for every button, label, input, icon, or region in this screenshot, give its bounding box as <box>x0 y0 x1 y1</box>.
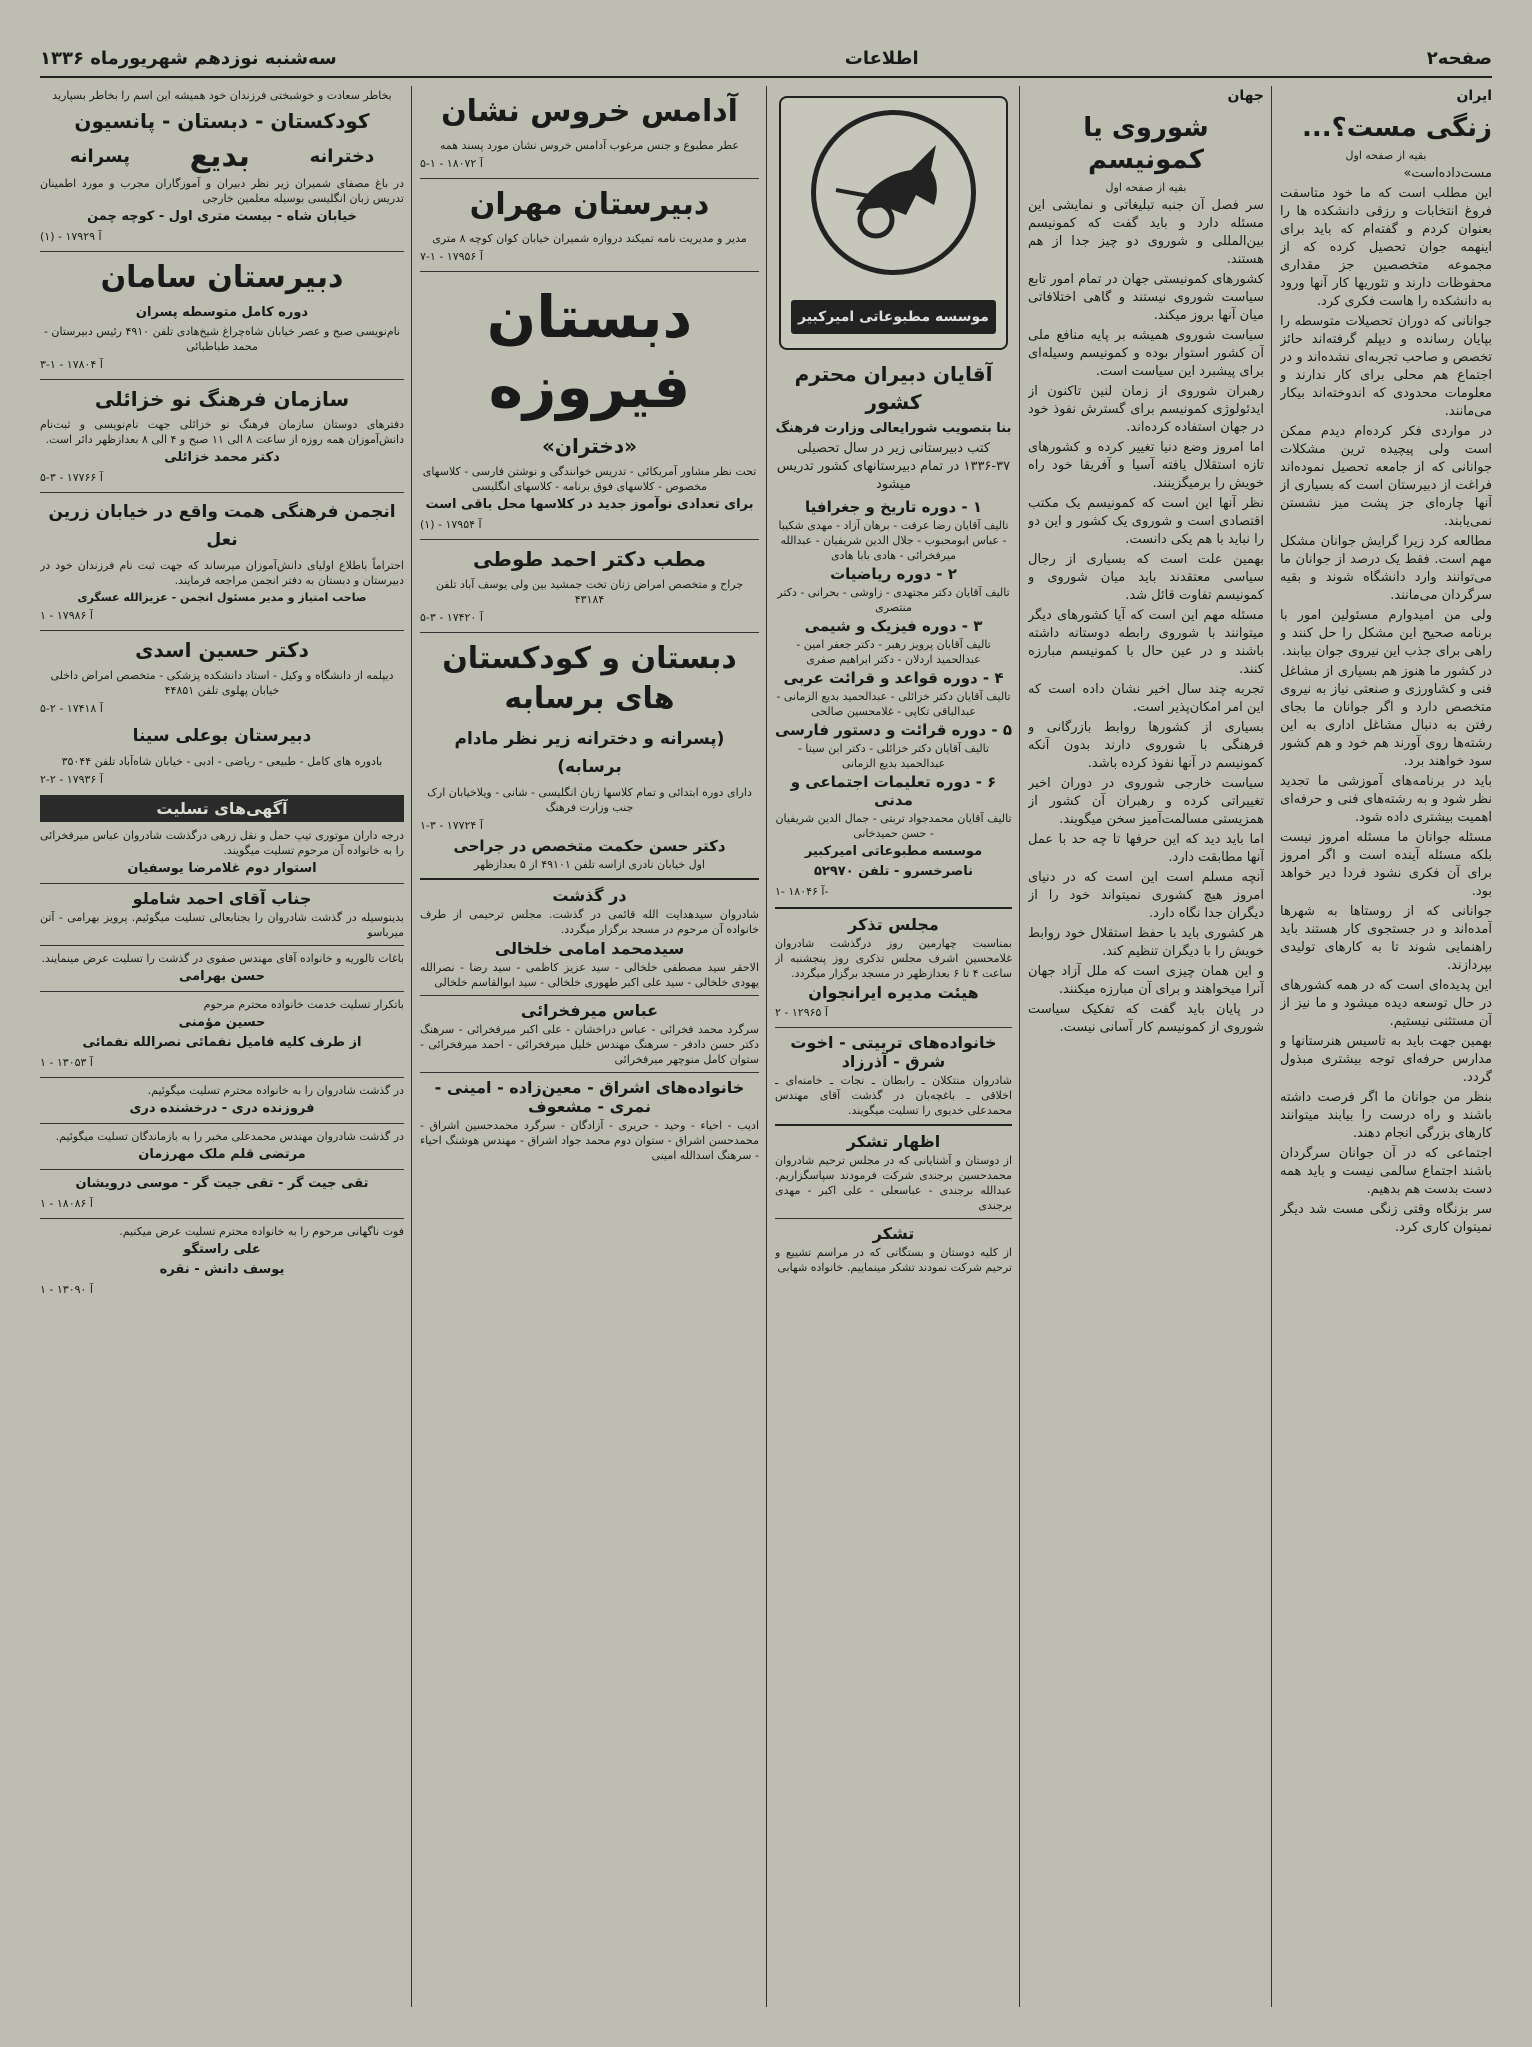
ad-title: انجمن فرهنگی همت واقع در خیابان زرین نعل <box>48 502 396 550</box>
ad-title: دبیرستان سامان <box>100 260 344 295</box>
article-paragraph: جوانانی که از روستاها به شهرها آمده‌اند و در جستجوی کار هستند باید راهنمایی شوند تا به کارهای تولیدی بپردازند. <box>1280 904 1492 973</box>
notice-title: فروزنده دری - درخشنده دری <box>129 1101 315 1116</box>
book-authors: تالیف آقایان رضا عرفت - برهان آزاد - مهدی شکیبا - عباس ابومحبوب - جلال الدین شریفیان - عبدالله میرفخرائی - هادی بابا هادی <box>778 519 1009 562</box>
publisher-name: موسسه مطبوعاتی امیرکبیر <box>804 844 983 859</box>
column-world <box>1028 86 1264 2007</box>
notice-text: ادیب - احیاء - وحید - حریری - آزادگان - سرگرد محمدحسین اشراق - محمدحسن اشراق - ستوان دوم محمد جواد اشراق - مهندس هوشنگ احیاء - سرهنگ اسدالله امینی <box>420 1119 759 1162</box>
ad-address: خیابان شاه - بیست متری اول - کوچه چمن <box>87 209 357 224</box>
divider <box>420 539 759 540</box>
notice-text: آ ۱۳۰۵۳ - ۱ <box>40 1056 93 1069</box>
ad-intro: بخاطر سعادت و خوشبختی فرزندان خود همیشه این اسم را بخاطر بسپارید <box>52 89 392 102</box>
article-paragraph: مست‌داده‌است» <box>1403 166 1492 181</box>
divider <box>40 1169 404 1170</box>
book-authors: تالیف آقایان دکتر خزائلی - عبدالحمید بدیع الزمانی - عبدالباقی تکاپی - غلامحسین صالحی <box>776 690 1011 718</box>
ad-ref: آ ۱۷۴۱۸ - ۲-۵ <box>40 702 103 715</box>
ad-signature: دکتر محمد خزائلی <box>164 450 280 465</box>
divider <box>40 251 404 252</box>
ad-ref: آ ۱۷۷۶۶ - ۳-۵ <box>40 471 103 484</box>
article-paragraph: بسیاری از کشورها روابط بازرگانی و فرهنگی با شوروی دارند بدون آنکه کمونیسم در آنها نفوذ کرده باشد. <box>1028 720 1264 771</box>
ad-label: پسرانه <box>69 146 130 167</box>
article-paragraph: ولی من امیدوارم مسئولین امور با برنامه صحیح این مشکل را حل کنند و راهی برای جذب این نیروی جوان بیابند. <box>1280 608 1492 659</box>
ad-text: تحت نظر مشاور آمریکائی - تدریس خوانندگی و نوشتن فارسی - کلاسهای مخصوص - کلاسهای فوق برنامه - کلاسهای انگلیسی <box>422 465 757 493</box>
publisher-address: ناصرخسرو - تلفن ۵۲۹۷۰ <box>813 864 974 879</box>
newspaper-name: اطلاعات <box>844 47 919 69</box>
notice-text: شادروان سیدهدایت الله قائمی در گذشت. مجلس ترحیمی از طرف خانواده آن مرحوم در مسجد برگزار میگردد. <box>420 908 759 936</box>
article-paragraph: مسئله مهم این است که آیا کشورهای دیگر میتوانند با شوروی رابطه دوستانه داشته باشند و در عین حال با کمونیسم مبارزه کنند. <box>1028 608 1264 677</box>
ad-subtitle: بنا بتصویب شورایعالی وزارت فرهنگ <box>775 421 1012 436</box>
divider <box>40 379 404 380</box>
ad-ref: آ ۱۷۹۲۹ - (۱) <box>40 230 102 243</box>
ad-text: دارای دوره ابتدائی و تمام کلاسها زبان انگلیسی - شانی - ویلاخیابان ارک جنب وزارت فرهنگ <box>427 786 752 814</box>
article-paragraph: جوانانی که دوران تحصیلات متوسطه را بپایان رسانده و دیپلم گرفته‌اند حائز تخصص و صاحب تجربه‌ای نشده‌اند و در اجتماع هم محلی برای کار ندارند و معلومات محدودی که اندوخته‌اند بیکار می‌مانند. <box>1280 314 1492 419</box>
page-number: صفحه۲ <box>1426 47 1492 69</box>
column-rule <box>766 86 767 2007</box>
divider <box>775 1124 1012 1126</box>
divider <box>775 907 1012 909</box>
article-paragraph: کشورهای کمونیستی جهان در تمام امور تابع سیاست شوروی نیستند و گاهی اختلافاتی میان آنها بروز میکند. <box>1028 272 1264 323</box>
ad-title: مطب دکتر احمد طوطی <box>472 547 707 571</box>
notice-text: آ ۱۲۹۶۵ - ۲ <box>775 1006 828 1019</box>
article-paragraph: بنظر من جوانان ما اگر فرصت داشته باشند و راه درست را بیابند میتوانند کارهای بزرگی انجام دهند. <box>1280 1090 1492 1141</box>
ad-title: آدامس خروس نشان <box>441 94 738 129</box>
divider <box>40 991 404 992</box>
ad-ref: آ ۱۷۸۰۴ - ۱-۳ <box>40 358 103 371</box>
divider <box>40 630 404 631</box>
divider <box>420 995 759 996</box>
column-rule <box>1271 86 1272 2007</box>
ad-ref: آ ۱۷۹۳۶ - ۲-۲ <box>40 773 103 786</box>
ad-text: عطر مطبوع و جنس مرغوب آدامس خروس نشان مورد پسند همه <box>440 139 739 152</box>
divider <box>775 1218 1012 1219</box>
article-paragraph: سیاست خارجی شوروی در دوران اخیر تغییراتی کرده و رهبران آن کشور از همزیستی مسالمت‌آمیز سخن میگویند. <box>1028 776 1264 827</box>
divider <box>420 632 759 633</box>
book-title: ۶ - دوره تعلیمات اجتماعی و مدنی <box>790 773 997 809</box>
notice-title: سیدمحمد امامی خلخالی <box>494 939 685 958</box>
condolence-banner: آگهی‌های تسلیت <box>40 795 404 822</box>
article-paragraph: سر بزنگاه وقتی زنگی مست شد دیگر نمیتوان کاری کرد. <box>1280 1202 1492 1235</box>
ad-intro: کتب دبیرستانی زیر در سال تحصیلی ۳۷-۱۳۳۶ در تمام دبیرستانهای کشور تدریس میشود <box>776 441 1011 492</box>
publisher-logo <box>779 96 1008 350</box>
divider <box>775 1027 1012 1028</box>
book-authors: تالیف آقایان محمدجواد تربتی - جمال الدین شریفیان - حسن حمیدخانی <box>775 812 1012 840</box>
book-authors: تالیف آقایان دکتر خزائلی - دکتر ابن سینا - عبدالحمید بدیع الزمانی <box>797 742 990 770</box>
notice-title: یوسف دانش - نقره <box>159 1262 285 1277</box>
ad-ref: آ ۱۷۹۵۶ - ۱-۷ <box>420 250 483 263</box>
ad-text: مدیر و مدیریت نامه تمیکند دروازه شمیران خیابان کوان کوچه ۸ متری <box>432 232 747 245</box>
article-paragraph: در کشور ما هنوز هم بسیاری از مشاغل فنی و کشاورزی و صنعتی نیاز به نیروی متخصص دارد و اگر جوانان ما بجای رفتن به دنبال مشاغل اداری به این رشته‌ها روی آورند هم خود و هم کشور سود خواهند برد. <box>1280 664 1492 769</box>
notice-title: از طرف کلیه فامیل نفمائی نصرالله نفمائی <box>82 1035 362 1050</box>
article-title: شوروی یا کمونیسم <box>1083 113 1209 175</box>
logo-caption: موسسه مطبوعاتی امیرکبیر <box>791 300 996 334</box>
article-paragraph: تجربه چند سال اخیر نشان داده است که این امر امکان‌پذیر است. <box>1028 682 1264 715</box>
notice-text: از کلیه دوستان و بستگانی که در مراسم تشییع و ترحیم شرکت نمودند تشکر مینماییم. خانواده شهابی <box>775 1246 1012 1274</box>
article-paragraph: بهمین علت است که بسیاری از رجال سیاسی معتقدند باید میان شوروی و کمونیسم تفاوت قائل شد. <box>1028 552 1264 603</box>
ad-text: جراح و متخصص امراض زنان تخت جمشید بین ولی یوسف آباد تلفن ۴۳۱۸۴ <box>435 578 744 606</box>
notice-title: اظهار تشکر <box>846 1132 941 1151</box>
ad-name: بدیع <box>189 139 250 174</box>
ad-title: دکتر حسن حکمت متخصص در جراحی <box>453 837 726 855</box>
notice-title: تشکر <box>872 1224 915 1243</box>
ad-text: دفترهای دوستان سازمان فرهنگ نو خزائلی جهت نام‌نویسی و ثبت‌نام دانش‌آموزان همه روزه از ساعت ۸ الی ۱۱ صبح و ۴ الی ۸ بعدازظهر دائر است. <box>40 418 404 446</box>
ad-label: دخترانه <box>309 146 375 167</box>
notice-text: شادروان منتکلان ـ رابطان ـ نجات ـ خامنه‌ای ـ اخلاقی ـ باغچه‌بان در گذشت آقای مهندس محمدعلی خدیوی را تسلیت میگویند. <box>775 1074 1012 1117</box>
section-label: ایران <box>1456 88 1492 104</box>
continued-label: بقیه از صفحه اول <box>1345 149 1427 162</box>
ad-title: دبستان و کودکستان های برسابه <box>442 641 737 716</box>
notice-text: آ ۱۳۰۹۰ - ۱ <box>40 1283 93 1296</box>
article-paragraph: هر کشوری باید با حفظ استقلال خود روابط خویش را با دیگران تنظیم کند. <box>1028 926 1264 959</box>
ad-ref: آ ۱۷۷۲۴ - ۳-۱ <box>420 819 483 832</box>
ad-text: در باغ مصفای شمیران زیر نظر دبیران و آموزگاران مجرب و مورد اطمینان تدریس زبان انگلیسی بوسیله معلمین خارجی <box>40 177 404 205</box>
notice-title: جناب آقای احمد شاملو <box>132 889 312 908</box>
article-paragraph: نظر آنها این است که کمونیسم یک مکتب اقتصادی است و شوروی یک کشور و این دو را نباید با هم یکی دانست. <box>1028 496 1264 547</box>
article-paragraph: سیاست شوروی همیشه بر پایه منافع ملی آن کشور استوار بوده و کمونیسم وسیله‌ای برای پیشبرد این سیاست است. <box>1028 328 1264 379</box>
book-title: ۴ - دوره قواعد و قرائت عربی <box>783 669 1004 687</box>
notice-title: خانواده‌های اشراق - معین‌زاده - امینی - نمری - مشعوف <box>434 1078 745 1116</box>
divider <box>40 883 404 884</box>
column-rule <box>1019 86 1020 2007</box>
article-paragraph: بهمین جهت باید به تاسیس هنرستانها و مدارس حرفه‌ای توجه بیشتری مبذول گردد. <box>1280 1034 1492 1085</box>
notice-text: بمناسبت چهارمین روز درگذشت شادروان غلامحسین اشرف مجلس تذکری روز پنجشنبه از ساعت ۴ تا ۶ بعدازظهر در مسجد برگزار میگردد. <box>775 937 1012 980</box>
divider <box>40 492 404 493</box>
section-label: جهان <box>1227 88 1264 104</box>
notice-title: حسین مؤمنی <box>178 1015 266 1030</box>
notice-text: باغات تالوریه و خانواده آقای مهندس صفوی در گذشت را تسلیت عرض مینمایند. <box>41 952 404 965</box>
article-paragraph: این مطلب است که ما خود متاسفت فروغ انتخابات و رزقی دانشکده‌ ها را بعنوان کردم و گفته‌ام که باید برای اینهمه جوان تحصیل کرده‌ که از مجموعه متخصصین جز مقداری محفوظات دارند و تئوریها کار آنها ورود به دانشکده را هاست فکری کرد. <box>1280 186 1492 309</box>
ad-ref: آ ۱۷۹۸۶ - ۱ <box>40 609 93 622</box>
article-paragraph: سر فصل آن جنبه تبلیغاتی و نمایشی این مسئله دارد و باید گفت که کمونیسم بین‌المللی و شوروی دو چیز جدا از هم هستند. <box>1028 198 1264 267</box>
issue-date: سه‌شنبه نوزدهم شهریورماه ۱۳۳۶ <box>40 47 337 69</box>
article-paragraph: این پدیده‌ای است که در همه کشورهای در حال توسعه دیده میشود و ما نیز از آن مستثنی نیستیم. <box>1280 978 1492 1029</box>
notice-text: فوت ناگهانی مرحوم را به خانواده محترم تسلیت عرض میکنیم. <box>119 1225 404 1238</box>
article-paragraph: مسئله جوانان ما مسئله امروز نیست بلکه مسئله آینده است و اگر امروز برای آن فکری نشود فردا دیر خواهد بود. <box>1280 830 1492 899</box>
article-paragraph: اما باید دید که این حرفها تا چه حد با عمل آنها مطابقت دارد. <box>1028 832 1264 865</box>
book-title: ۲ - دوره ریاضیات <box>830 565 957 583</box>
column-iran <box>1280 86 1492 2007</box>
divider <box>40 1218 404 1219</box>
divider <box>420 878 759 880</box>
ad-signature: صاحب امتیاز و مدیر مسئول انجمن - عزیزالله عسگری <box>77 591 367 604</box>
notice-text: درجه داران موتوری تیپ حمل و نقل زرهی درگذشت شادروان عباس میرفخرائی را به خانواده آن مرحوم تسلیت میگویند. <box>40 829 404 857</box>
book-authors: تالیف آقایان دکتر مجتهدی - زاوشی - بحرانی - دکتر منتصری <box>777 586 1010 614</box>
notice-title: در گذشت <box>552 886 627 905</box>
column-rule <box>411 86 412 2007</box>
article-paragraph: آنچه مسلم است این است که در دنیای امروز هیچ کشوری نمیتواند خود را از دیگران جدا نگاه دارد. <box>1028 870 1264 921</box>
book-authors: تالیف آقایان پرویز رهبر - دکتر جعفر امین - عبدالحمید اردلان - دکتر ابراهیم صفری <box>796 638 991 666</box>
divider <box>40 1123 404 1124</box>
ad-text: دیپلمه از دانشگاه و وکیل - استاد دانشکده پزشکی - متخصص امراض داخلی خیابان پهلوی تلفن ۴۴۸۵۱ <box>50 669 394 697</box>
ad-text: احتراماً باطلاع اولیای دانش‌آموزان میرساند که جهت ثبت نام فرزندان خود در دبیرستان و دبستان به دفتر انجمن مراجعه فرمایند. <box>40 559 404 587</box>
ad-subtitle: (پسرانه و دخترانه زیر نظر مادام برسابه) <box>454 729 725 777</box>
divider <box>420 1072 759 1073</box>
notice-title: خانواده‌های تربیتی - اخوت شرق - آذرزاد <box>790 1033 997 1071</box>
notice-title: علی راستگو <box>183 1242 261 1257</box>
notice-title: عباس میرفخرائی <box>520 1001 659 1020</box>
ad-text: نام‌نویسی صبح و عصر خیابان شاه‌چراغ شیخ‌هادی تلفن ۴۹۱۰ رئیس دبیرستان - محمد طباطبائی <box>43 325 401 353</box>
article-paragraph: در پایان باید گفت که تفکیک سیاست شوروی از کمونیسم کار آسانی نیست. <box>1028 1002 1264 1035</box>
ad-ref: آ ۱۸۰۷۲ - ۱-۵ <box>420 157 483 170</box>
divider <box>420 178 759 179</box>
notice-text: در گذشت شادروان را به خانواده محترم تسلیت میگوئیم. <box>147 1084 404 1097</box>
ad-subtitle: «دختران» <box>541 434 638 458</box>
ad-ref: آ ۱۷۹۵۴ - (۱) <box>420 518 482 531</box>
divider <box>40 945 404 946</box>
notice-title: تقی جیت گر - تقی جیت گر - موسی درویشان <box>75 1176 369 1191</box>
ad-name-row <box>40 139 404 174</box>
book-title: ۱ - دوره تاریخ و جغرافیا <box>805 498 982 516</box>
article-paragraph: اما امروز وضع دنیا تغییر کرده و کشورهای تازه استقلال یافته آسیا و آفریقا خود راه خویش را برمیگزینند. <box>1028 440 1264 491</box>
divider <box>420 271 759 272</box>
notice-text: الاحقر سید مصطفی خلخالی - سید عزیز کاظمی - سید رضا - نصرالله یهودی خلخالی - سید علی اکبر طهوری خلخالی - سید ابوالقاسم خلخالی <box>420 961 759 989</box>
chariot-icon <box>816 115 971 270</box>
ad-line: برای تعدادی نوآموز جدید در کلاسها محل باقی است <box>425 497 754 512</box>
page-header <box>40 40 1492 78</box>
article-paragraph: اجتماعی که در آن جوانان سرگردان باشند اجتماع سالمی نیست و باید همه دست بدست هم بدهیم. <box>1280 1146 1492 1197</box>
ad-ref: آ ۱۷۴۲۰ - ۳-۵ <box>420 611 483 624</box>
ad-title: کودکستان - دبستان - پانسیون <box>74 109 370 133</box>
ad-title: آقایان دبیران محترم کشور <box>794 362 993 414</box>
notice-text: بدینوسیله در گذشت شادروان را بجنابعالی تسلیت میگوئیم. پرویز بهرامی - آتن میرباسو <box>40 911 404 939</box>
ad-title: دبستان فیروزه <box>486 283 693 421</box>
notice-text: در گذشت شادروان مهندس محمدعلی مخبر را به بازماندگان تسلیت میگوئیم. <box>55 1130 404 1143</box>
ad-title: دبیرستان مهران <box>469 187 710 222</box>
notice-text: از دوستان و آشنایانی که در مجلس ترحیم شادروان محمدحسین برجندی شرکت فرمودند سپاسگزاریم. عبدالله برجندی - عباسعلی - علی اکبر - مهدی برجندی <box>775 1154 1012 1212</box>
notice-title: حسن بهرامی <box>178 969 266 984</box>
column-ads-left <box>40 86 404 2007</box>
ad-text: اول خیابان نادری ازاسه تلفن ۴۹۱۰۱ از ۵ بعدازظهر <box>474 858 705 871</box>
ad-title: سازمان فرهنگ نو خزائلی <box>94 387 350 411</box>
ad-text: بادوره های کامل - طبیعی - ریاضی - ادبی - خیابان شاه‌آباد تلفن ۳۵۰۴۴ <box>61 755 383 768</box>
ad-title: دبیرستان بوعلی سینا <box>132 726 312 746</box>
continued-label: بقیه از صفحه اول <box>1105 181 1187 194</box>
article-title: زنگی مست؟... <box>1302 113 1492 143</box>
column-amirkabir <box>775 86 1012 2007</box>
divider <box>40 1077 404 1078</box>
notice-text: سرگرد محمد فخرائی - عباس دراخشان - علی اکبر میرفخرائی - سرهنگ دکتر حسن دادفر - سرهنگ مهندس خلیل میرفخرائی - احمد میرفخرائی - ستوان کامل منوچهر میرفخرائی <box>420 1023 759 1066</box>
ad-subtitle: دوره کامل متوسطه پسران <box>135 305 309 320</box>
article-paragraph: مطالعه کرد زیرا گرایش جوانان مشکل مهم است. فقط یک درصد از جوانان ما می‌توانند وارد دانشگاه شوند و بقیه سرگردان می‌مانند. <box>1280 534 1492 603</box>
chariot-emblem-icon <box>811 110 976 275</box>
notice-title: مجلس تذکر <box>848 915 939 934</box>
article-paragraph: در مواردی فکر کرده‌ام دیدم ممکن است ولی پیچیده ترین مشکلات جوانانی که از جامعه تحصیل نموده‌اند فراغت از دبیرستان است که بسیاری از آنها چاره‌ای جز پشت میز نشستن نمی‌یابند. <box>1280 424 1492 529</box>
article-paragraph: رهبران شوروی از زمان لنین تاکنون از ایدئولوژی کمونیسم برای گسترش نفوذ خود در جهان استفاده کرده‌اند. <box>1028 384 1264 435</box>
ad-title: دکتر حسین اسدی <box>135 638 309 662</box>
article-paragraph: باید در برنامه‌های آموزشی ما تجدید نظر شود و به رشته‌های فنی و حرفه‌ای اهمیت بیشتری داده شود. <box>1280 774 1492 825</box>
column-ads-center <box>420 86 759 2007</box>
notice-text: آ ۱۸۰۸۶ - ۱ <box>40 1197 93 1210</box>
notice-title: استوار دوم غلامرضا یوسفیان <box>127 861 317 876</box>
book-title: ۳ - دوره فیزیک و شیمی <box>804 617 983 635</box>
article-paragraph: و این همان چیزی است که ملل آزاد جهان آنرا میخواهند و برای آن مبارزه میکنند. <box>1028 964 1264 997</box>
book-title: ۵ - دوره قرائت و دستور فارسی <box>775 721 1012 739</box>
notice-title: مرتضی قلم ملک مهرزمان <box>138 1147 306 1162</box>
notice-text: باتکرار تسلیت خدمت خانواده محترم مرحوم <box>203 998 404 1011</box>
notice-title: هیئت مدیره ایرانجوان <box>808 983 979 1002</box>
ad-ref: آ ۱۸۰۴۶ -۱- <box>775 885 829 898</box>
